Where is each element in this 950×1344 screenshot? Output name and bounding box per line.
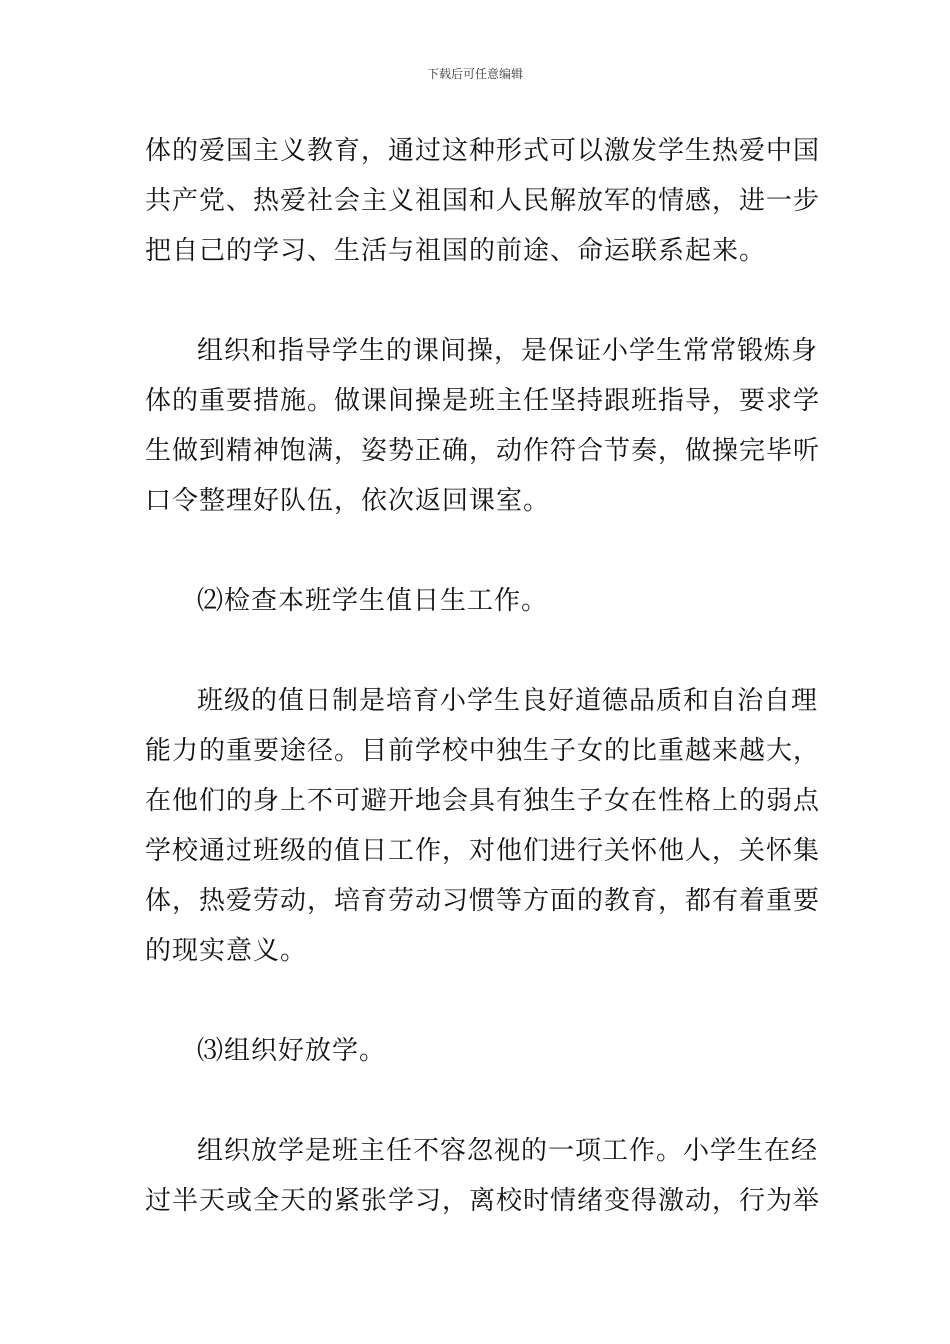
text-line: 体，热爱劳动，培育劳动习惯等方面的教育，都有着重要 <box>145 886 821 916</box>
text-line: 共产党、热爱社会主义祖国和人民解放军的情感，进一步 <box>145 186 821 216</box>
text-line: 过半天或全天的紧张学习，离校时情绪变得激动，行为举 <box>145 1186 821 1216</box>
section-heading: ⑶组织好放学。 <box>197 1036 387 1066</box>
paragraph-gap <box>145 526 810 576</box>
paragraph <box>145 126 821 276</box>
paragraph-gap <box>145 626 810 676</box>
paragraph-gap <box>145 276 810 326</box>
text-line: 生做到精神饱满，姿势正确，动作符合节奏，做操完毕听 <box>145 436 821 466</box>
paragraph-gap <box>145 1076 810 1126</box>
section-heading: ⑵检查本班学生值日生工作。 <box>197 586 549 616</box>
text-line: 的现实意义。 <box>145 936 308 966</box>
text-line: 学校通过班级的值日工作，对他们进行关怀他人，关怀集 <box>145 836 821 866</box>
paragraph <box>145 1126 821 1226</box>
text-line: 组织放学是班主任不容忽视的一项工作。小学生在经 <box>197 1136 819 1166</box>
text-line: 组织和指导学生的课间操，是保证小学生常常锻炼身 <box>197 336 819 366</box>
text-line: 在他们的身上不可避开地会具有独生子女在性格上的弱点 <box>145 786 821 816</box>
text-line: 班级的值日制是培育小学生良好道德品质和自治自理 <box>197 686 819 716</box>
text-line: 体的重要措施。做课间操是班主任坚持跟班指导，要求学 <box>145 386 821 416</box>
paragraph-gap <box>145 976 810 1026</box>
text-line: 能力的重要途径。目前学校中独生子女的比重越来越大， <box>145 736 821 766</box>
document-body <box>145 126 821 1226</box>
text-line: 体的爱国主义教育，通过这种形式可以激发学生热爱中国 <box>145 136 821 166</box>
paragraph <box>145 1026 810 1076</box>
page-header: 下载后可任意编辑 <box>426 67 523 81</box>
paragraph <box>145 326 821 526</box>
text-line: 把自己的学习、生活与祖国的前途、命运联系起来。 <box>145 236 767 266</box>
paragraph <box>145 576 810 626</box>
paragraph <box>145 676 821 976</box>
text-line: 口令整理好队伍，依次返回课室。 <box>145 486 551 516</box>
